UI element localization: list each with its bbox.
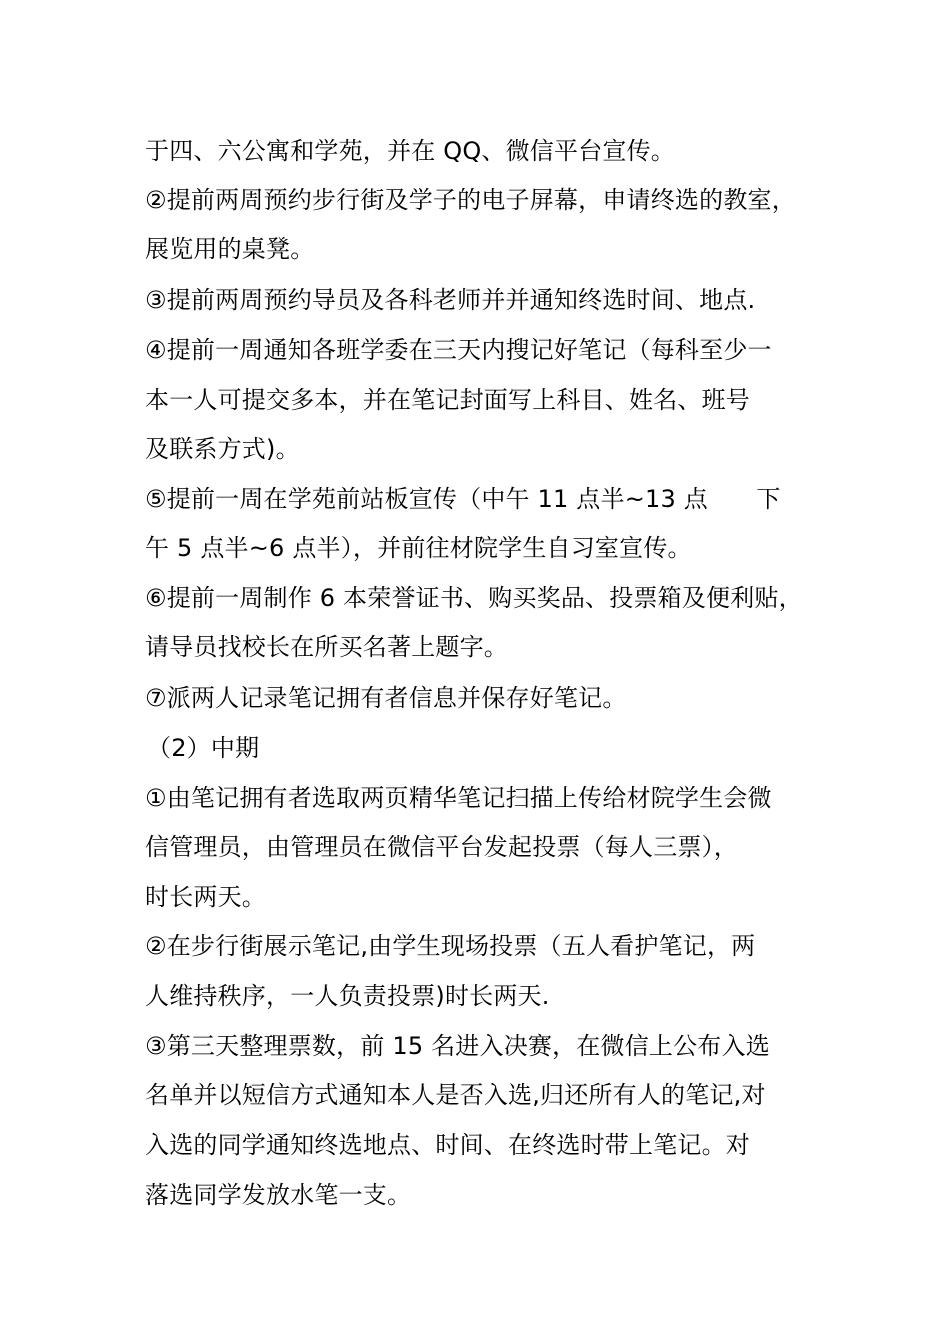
text-line: ②提前两周预约步行街及学子的电子屏幕，申请终选的教室，: [145, 186, 796, 214]
text-line: 展览用的桌凳。: [145, 235, 315, 263]
text-line: 本一人可提交多本，并在笔记封面写上科目、姓名、班号: [145, 386, 750, 414]
text-line: 信管理员，由管理员在微信平台发起投票（每人三票），: [145, 833, 738, 861]
text-line: ②在步行街展示笔记,由学生现场投票（五人看护笔记，两: [145, 932, 756, 960]
text-line: ⑤提前一周在学苑前站板宣传（中午 11 点半~13 点 下: [145, 485, 781, 513]
text-line: 入选的同学通知终选地点、时间、在终选时带上笔记。对: [145, 1131, 750, 1159]
text-line: ⑦派两人记录笔记拥有者信息并保存好笔记。: [145, 684, 627, 712]
text-line: ⑥提前一周制作 6 本荣誉证书、购买奖品、投票箱及便利贴，: [145, 584, 803, 612]
text-line: 及联系方式)。: [145, 435, 300, 463]
text-line: 请导员找校长在所买名著上题字。: [145, 633, 508, 661]
text-line: 人维持秩序，一人负责投票)时长两天.: [145, 982, 550, 1010]
text-line: 时长两天。: [145, 883, 266, 911]
text-line: 名单并以短信方式通知本人是否入选,归还所有人的笔记,对: [145, 1081, 766, 1109]
text-line: ③第三天整理票数，前 15 名进入决赛，在微信上公布入选: [145, 1032, 770, 1060]
section-heading: （2）中期: [147, 734, 260, 762]
text-line: ①由笔记拥有者选取两页精华笔记扫描上传给材院学生会微: [145, 784, 772, 812]
text-line: 午 5 点半~6 点半），并前往材院学生自习室宣传。: [145, 534, 692, 562]
text-line: ④提前一周通知各班学委在三天内搜记好笔记（每科至少一: [145, 336, 772, 364]
text-line: 落选同学发放水笔一支。: [145, 1181, 412, 1209]
text-line: ③提前两周预约导员及各科老师并并通知终选时间、地点.: [145, 286, 756, 314]
text-line: 于四、六公寓和学苑，并在 QQ、微信平台宣传。: [145, 137, 676, 165]
